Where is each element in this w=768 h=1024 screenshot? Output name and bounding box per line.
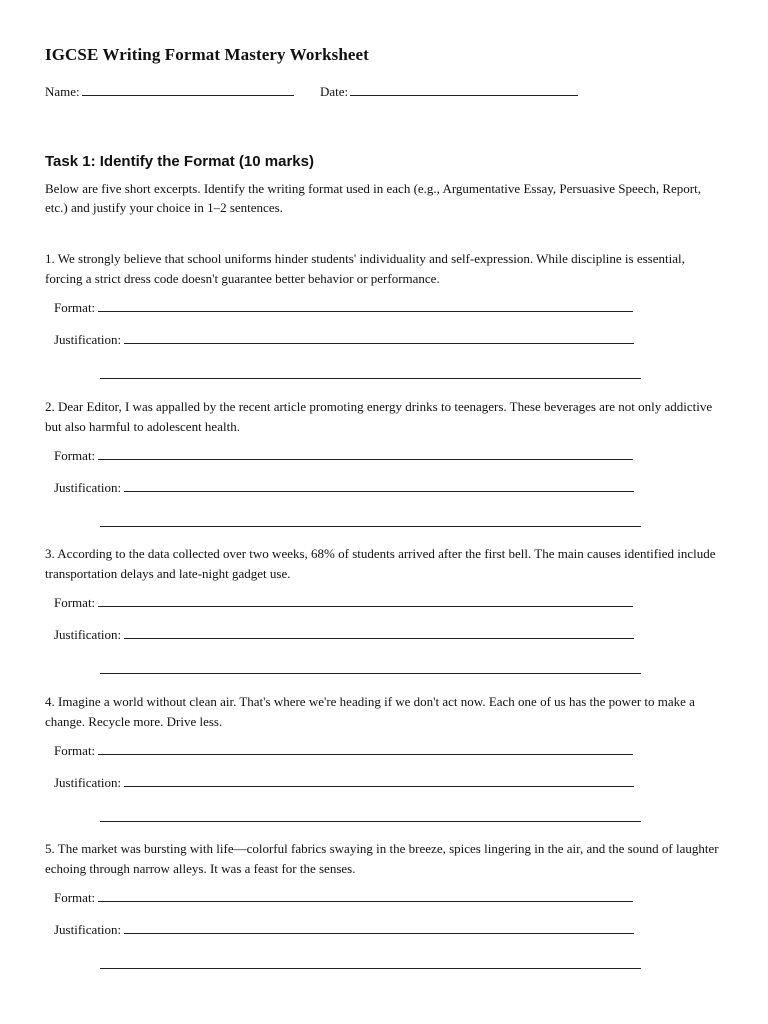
justification-continuation-line[interactable] bbox=[100, 968, 641, 969]
date-label: Date: bbox=[320, 84, 349, 99]
justification-label: Justification: bbox=[54, 332, 122, 347]
format-field[interactable] bbox=[54, 890, 633, 906]
justification-label: Justification: bbox=[54, 775, 122, 790]
justification-field[interactable] bbox=[54, 922, 634, 938]
format-label: Format: bbox=[54, 448, 96, 463]
question-text: 2. Dear Editor, I was appalled by the recent article promoting energy drinks to teenagers. These beverages are not only addictive but also harmful to adolescent health. bbox=[45, 399, 713, 434]
format-field[interactable] bbox=[54, 743, 633, 759]
format-field[interactable] bbox=[54, 300, 633, 316]
justification-continuation-line[interactable] bbox=[100, 378, 641, 379]
format-label: Format: bbox=[54, 890, 96, 905]
justification-field[interactable] bbox=[54, 627, 634, 643]
justification-continuation-line[interactable] bbox=[100, 673, 641, 674]
justification-label: Justification: bbox=[54, 480, 122, 495]
justification-field[interactable] bbox=[54, 775, 634, 791]
name-label: Name: bbox=[45, 84, 80, 99]
justification-continuation-line[interactable] bbox=[100, 821, 641, 822]
justification-answer-line[interactable] bbox=[124, 480, 634, 492]
task-heading: Task 1: Identify the Format (10 marks) bbox=[45, 153, 314, 170]
justification-field[interactable] bbox=[54, 332, 634, 348]
worksheet-title: IGCSE Writing Format Mastery Worksheet bbox=[45, 45, 369, 64]
justification-answer-line[interactable] bbox=[124, 775, 634, 787]
question-text: 3. According to the data collected over two weeks, 68% of students arrived after the first bell. The main causes identified include transportation delays and late-night gadget use. bbox=[45, 546, 716, 581]
question-text: 4. Imagine a world without clean air. That's where we're heading if we don't act now. Each one of us has the power to make a change. Recycle more. Drive less. bbox=[45, 694, 695, 729]
justification-label: Justification: bbox=[54, 627, 122, 642]
format-answer-line[interactable] bbox=[98, 595, 633, 607]
task-intro: Below are five short excerpts. Identify the writing format used in each (e.g., Argumentative Essay, Persuasive Speech, Report, etc.) and justify your choice in 1–2 sentences. bbox=[45, 181, 701, 215]
justification-answer-line[interactable] bbox=[124, 332, 634, 344]
format-label: Format: bbox=[54, 743, 96, 758]
name-field[interactable] bbox=[45, 84, 294, 100]
justification-field[interactable] bbox=[54, 480, 634, 496]
format-label: Format: bbox=[54, 300, 96, 315]
format-answer-line[interactable] bbox=[98, 890, 633, 902]
format-field[interactable] bbox=[54, 595, 633, 611]
question-text: 1. We strongly believe that school uniforms hinder students' individuality and self-expression. While discipline is essential, forcing a strict dress code doesn't guarantee better behavior or performance. bbox=[45, 251, 685, 286]
format-field[interactable] bbox=[54, 448, 633, 464]
date-blank[interactable] bbox=[350, 85, 578, 96]
justification-continuation-line[interactable] bbox=[100, 526, 641, 527]
justification-label: Justification: bbox=[54, 922, 122, 937]
date-field[interactable] bbox=[320, 84, 578, 100]
format-answer-line[interactable] bbox=[98, 300, 633, 312]
name-blank[interactable] bbox=[82, 85, 294, 96]
format-answer-line[interactable] bbox=[98, 448, 633, 460]
format-label: Format: bbox=[54, 595, 96, 610]
justification-answer-line[interactable] bbox=[124, 922, 634, 934]
question-text: 5. The market was bursting with life—colorful fabrics swaying in the breeze, spices lingering in the air, and the sound of laughter echoing through narrow alleys. It was a feast for the senses. bbox=[45, 841, 719, 876]
justification-answer-line[interactable] bbox=[124, 627, 634, 639]
format-answer-line[interactable] bbox=[98, 743, 633, 755]
